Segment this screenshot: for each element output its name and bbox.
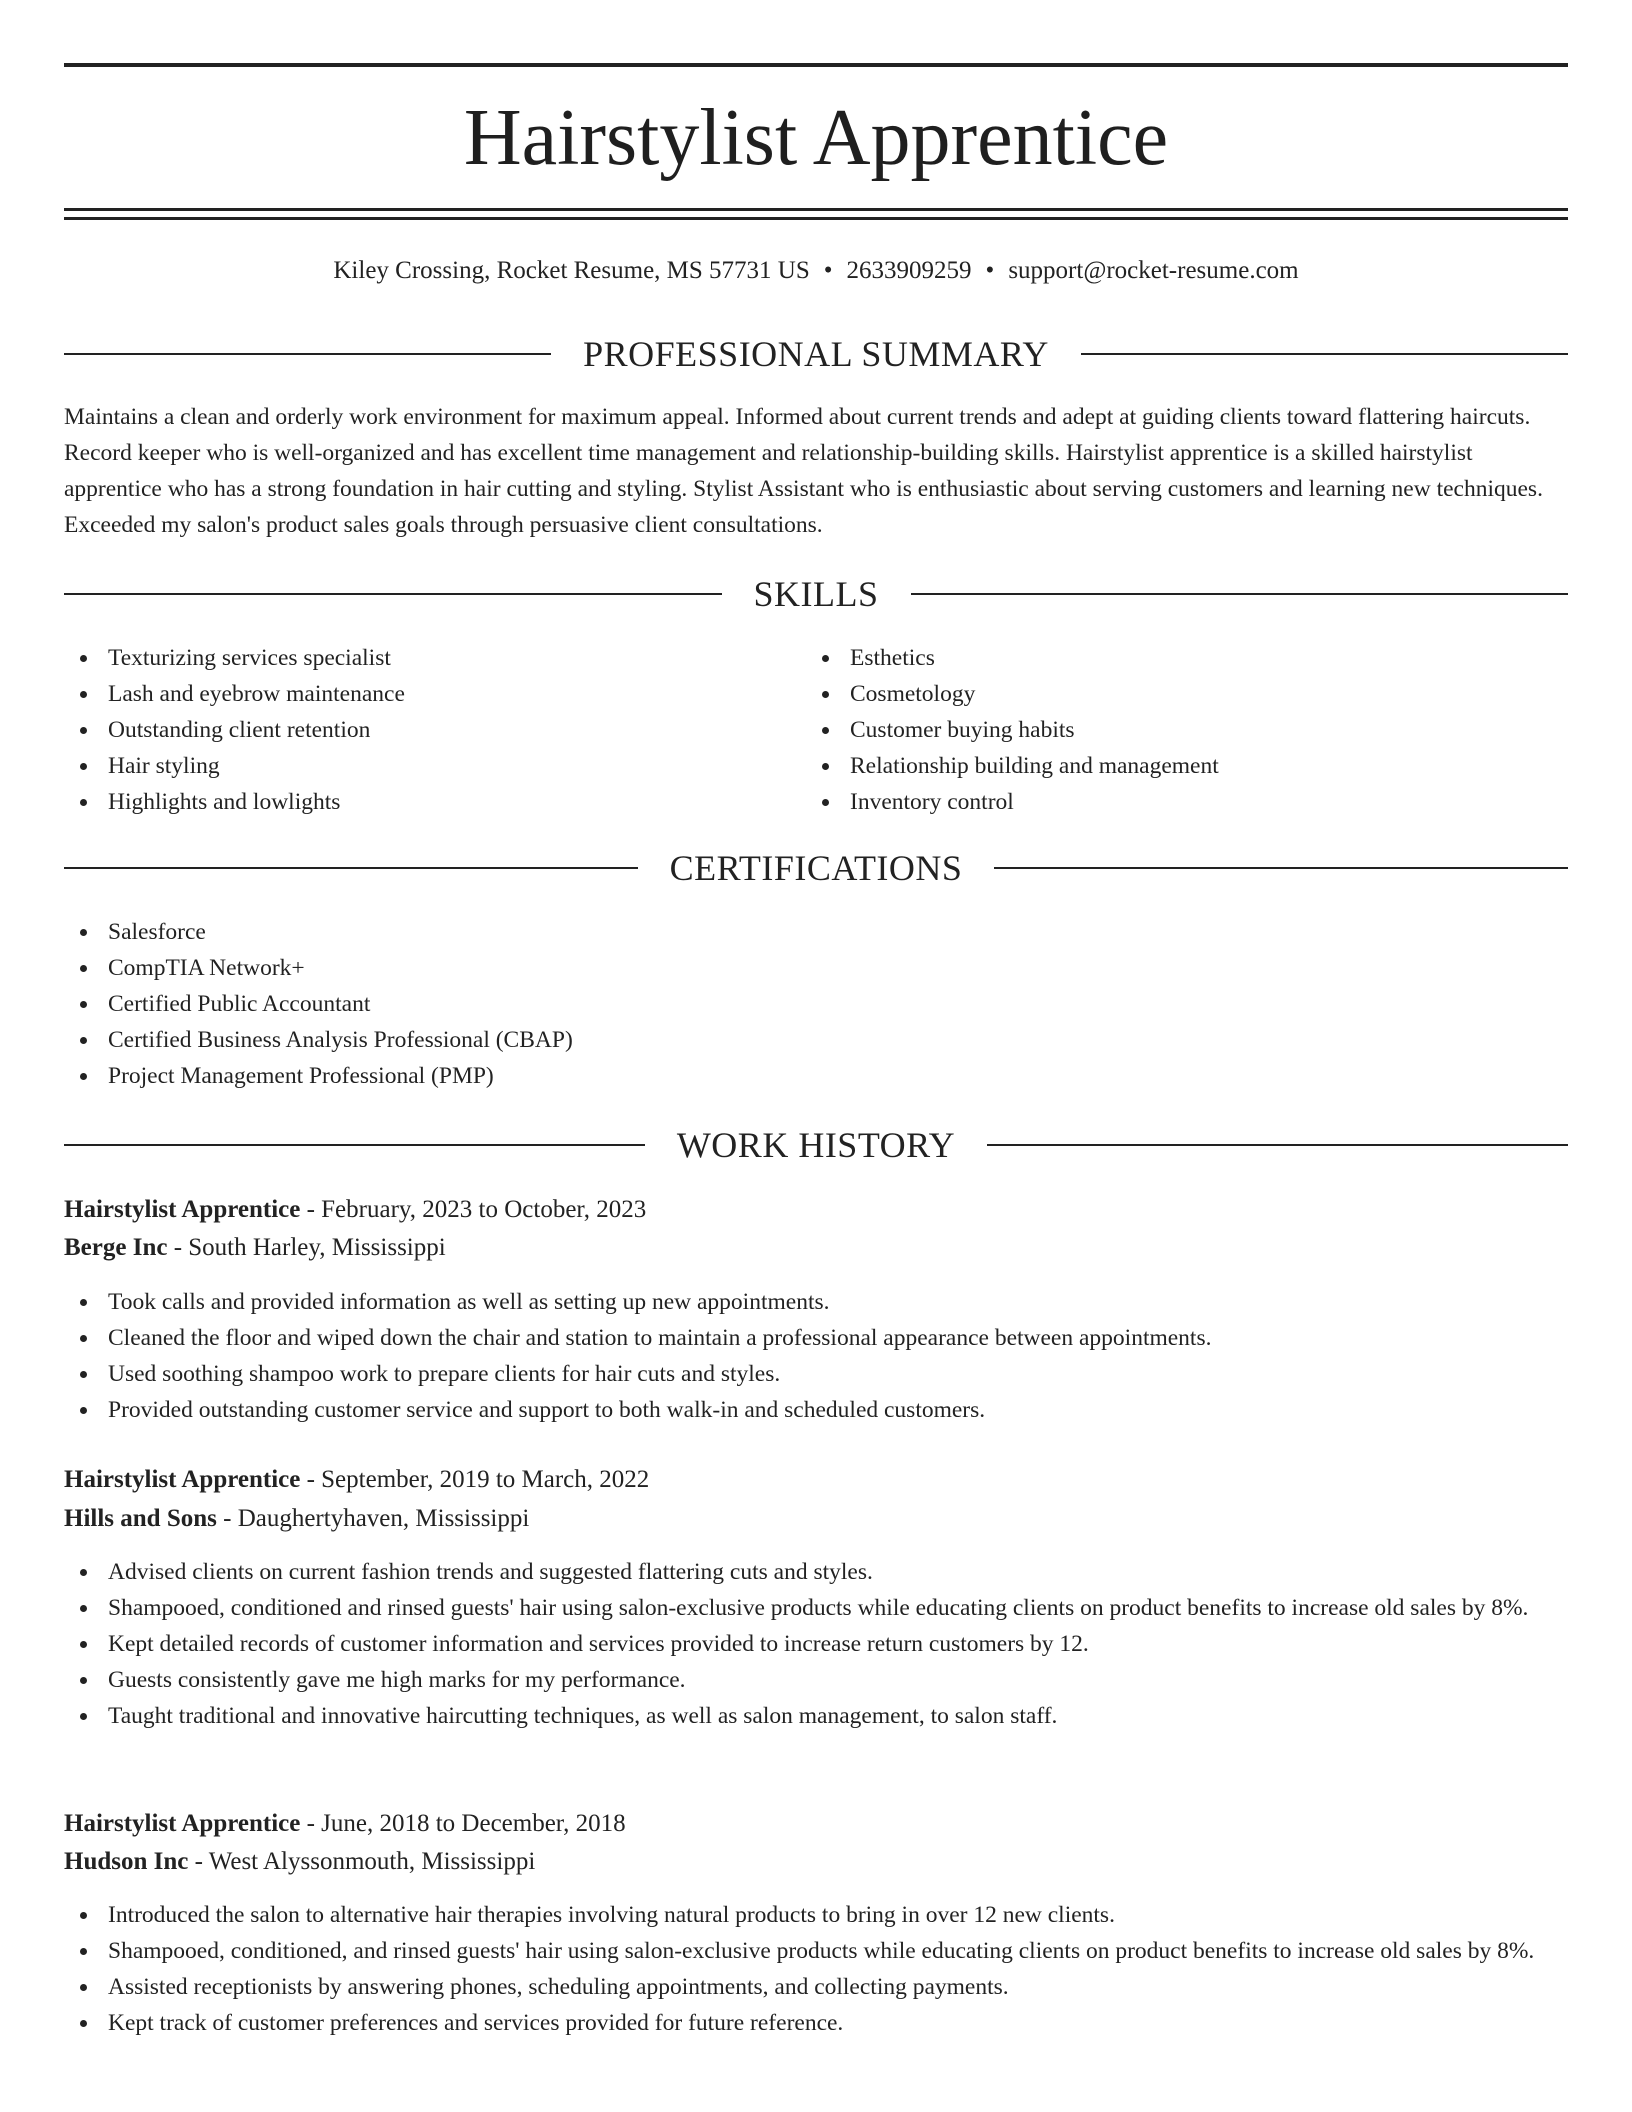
- heading-rule: [1081, 353, 1568, 355]
- skill-item: Inventory control: [806, 784, 1566, 820]
- heading-rule: [911, 593, 1569, 595]
- job-duty: Used soothing shampoo work to prepare clients for hair cuts and styles.: [64, 1356, 1568, 1392]
- summary-text: Maintains a clean and orderly work environment for maximum appeal. Informed about current trends and adept at guiding clients toward flattering haircuts. Record keeper who is well-organized and has excellent time management and relationship-building skills. Hairstylist apprentice is a skilled hairstylist apprentice who has a strong foundation in hair cutting and styling. Stylist Assistant who is enthusiastic about serving customers and learning new techniques. Exceeded my salon's product sales goals through persuasive client consultations.: [64, 404, 1543, 538]
- heading-rule: [987, 1144, 1568, 1146]
- certifications-list: [64, 914, 1568, 1094]
- certification-item: Certified Business Analysis Professional (CBAP): [64, 1022, 1568, 1058]
- section-heading-skills: [64, 572, 1568, 616]
- heading-rule: [64, 867, 638, 869]
- job-title: Hairstylist Apprentice: [64, 1196, 301, 1223]
- resume-name: Hairstylist Apprentice: [463, 94, 1169, 182]
- section-heading-certifications: [64, 846, 1568, 890]
- header-top-rule: [64, 63, 1568, 67]
- job-company-line: [64, 1229, 1568, 1267]
- heading-rule: [64, 1144, 645, 1146]
- job-duty: Introduced the salon to alternative hair therapies involving natural products to bring in over 12 new clients.: [64, 1897, 1568, 1933]
- job-title-line: [64, 1191, 1568, 1229]
- job-duties-list: [64, 1284, 1568, 1428]
- contact-separator: •: [985, 257, 995, 284]
- job-dash: -: [167, 1234, 189, 1261]
- job-dates: September, 2019 to March, 2022: [321, 1466, 650, 1493]
- job-duty: Cleaned the floor and wiped down the chair and station to maintain a professional appearance between appointments.: [64, 1320, 1568, 1356]
- contact-address: Kiley Crossing, Rocket Resume, MS 57731 US: [333, 257, 810, 284]
- certification-item: Project Management Professional (PMP): [64, 1058, 1568, 1094]
- section-heading-work-history: [64, 1123, 1568, 1167]
- job-dash: -: [188, 1848, 209, 1875]
- job-company: Hills and Sons: [64, 1505, 217, 1532]
- skill-item: Lash and eyebrow maintenance: [64, 676, 804, 712]
- job-company-line: [64, 1843, 1568, 1881]
- job-duty: Assisted receptionists by answering phones, scheduling appointments, and collecting payments.: [64, 1969, 1568, 2005]
- job-duty: Kept track of customer preferences and services provided for future reference.: [64, 2005, 1568, 2041]
- contact-email[interactable]: support@rocket-resume.com: [1008, 257, 1299, 284]
- skills-list-right: [806, 640, 1566, 820]
- section-title: CERTIFICATIONS: [669, 848, 963, 888]
- job-dash: -: [300, 1196, 322, 1223]
- heading-rule: [994, 867, 1568, 869]
- skill-item: Outstanding client retention: [64, 712, 804, 748]
- job-company: Hudson Inc: [64, 1848, 189, 1875]
- job-dates: February, 2023 to October, 2023: [321, 1196, 647, 1223]
- job-title-line: [64, 1461, 1568, 1499]
- skill-item: Customer buying habits: [806, 712, 1566, 748]
- section-heading-summary: [64, 332, 1568, 376]
- skills-list-left: [64, 640, 804, 820]
- job-duty: Kept detailed records of customer information and services provided to increase return customers by 12.: [64, 1626, 1568, 1662]
- job-title: Hairstylist Apprentice: [64, 1810, 301, 1837]
- job-title: Hairstylist Apprentice: [64, 1466, 301, 1493]
- skill-item: Hair styling: [64, 748, 804, 784]
- skill-item: Esthetics: [806, 640, 1566, 676]
- section-title: SKILLS: [753, 574, 879, 614]
- job-company-line: [64, 1500, 1568, 1538]
- job-duty: Took calls and provided information as well as setting up new appointments.: [64, 1284, 1568, 1320]
- job-dash: -: [300, 1466, 322, 1493]
- skill-item: Texturizing services specialist: [64, 640, 804, 676]
- skill-item: Cosmetology: [806, 676, 1566, 712]
- contact-line: [64, 254, 1568, 288]
- header-double-rule: [64, 208, 1568, 220]
- job-company: Berge Inc: [64, 1234, 168, 1261]
- job-location: West Alyssonmouth, Mississippi: [208, 1848, 536, 1875]
- job-duty: Shampooed, conditioned and rinsed guests' hair using salon-exclusive products while educating clients on product benefits to increase old sales by 8%.: [64, 1590, 1568, 1626]
- section-title: PROFESSIONAL SUMMARY: [583, 334, 1049, 374]
- job-duty: Advised clients on current fashion trends and suggested flattering cuts and styles.: [64, 1554, 1568, 1590]
- certification-item: Certified Public Accountant: [64, 986, 1568, 1022]
- job-duty: Taught traditional and innovative haircutting techniques, as well as salon management, to salon staff.: [64, 1698, 1568, 1734]
- job-duties-list: [64, 1897, 1568, 2041]
- certification-item: CompTIA Network+: [64, 950, 1568, 986]
- contact-phone: 2633909259: [846, 257, 972, 284]
- job-dash: -: [300, 1810, 322, 1837]
- job-location: Daughertyhaven, Mississippi: [237, 1505, 530, 1532]
- job-duty: Provided outstanding customer service and support to both walk-in and scheduled customers.: [64, 1392, 1568, 1428]
- job-dates: June, 2018 to December, 2018: [321, 1810, 626, 1837]
- job-duties-list: [64, 1554, 1568, 1734]
- section-title: WORK HISTORY: [676, 1125, 956, 1165]
- heading-rule: [64, 593, 722, 595]
- certification-item: Salesforce: [64, 914, 1568, 950]
- job-duty: Guests consistently gave me high marks for my performance.: [64, 1662, 1568, 1698]
- skill-item: Highlights and lowlights: [64, 784, 804, 820]
- job-location: South Harley, Mississippi: [188, 1234, 446, 1261]
- skill-item: Relationship building and management: [806, 748, 1566, 784]
- contact-separator: •: [823, 257, 833, 284]
- job-duty: Shampooed, conditioned, and rinsed guests' hair using salon-exclusive products while educating clients on product benefits to increase old sales by 8%.: [64, 1933, 1568, 1969]
- job-title-line: [64, 1805, 1568, 1843]
- heading-rule: [64, 353, 551, 355]
- job-dash: -: [216, 1505, 238, 1532]
